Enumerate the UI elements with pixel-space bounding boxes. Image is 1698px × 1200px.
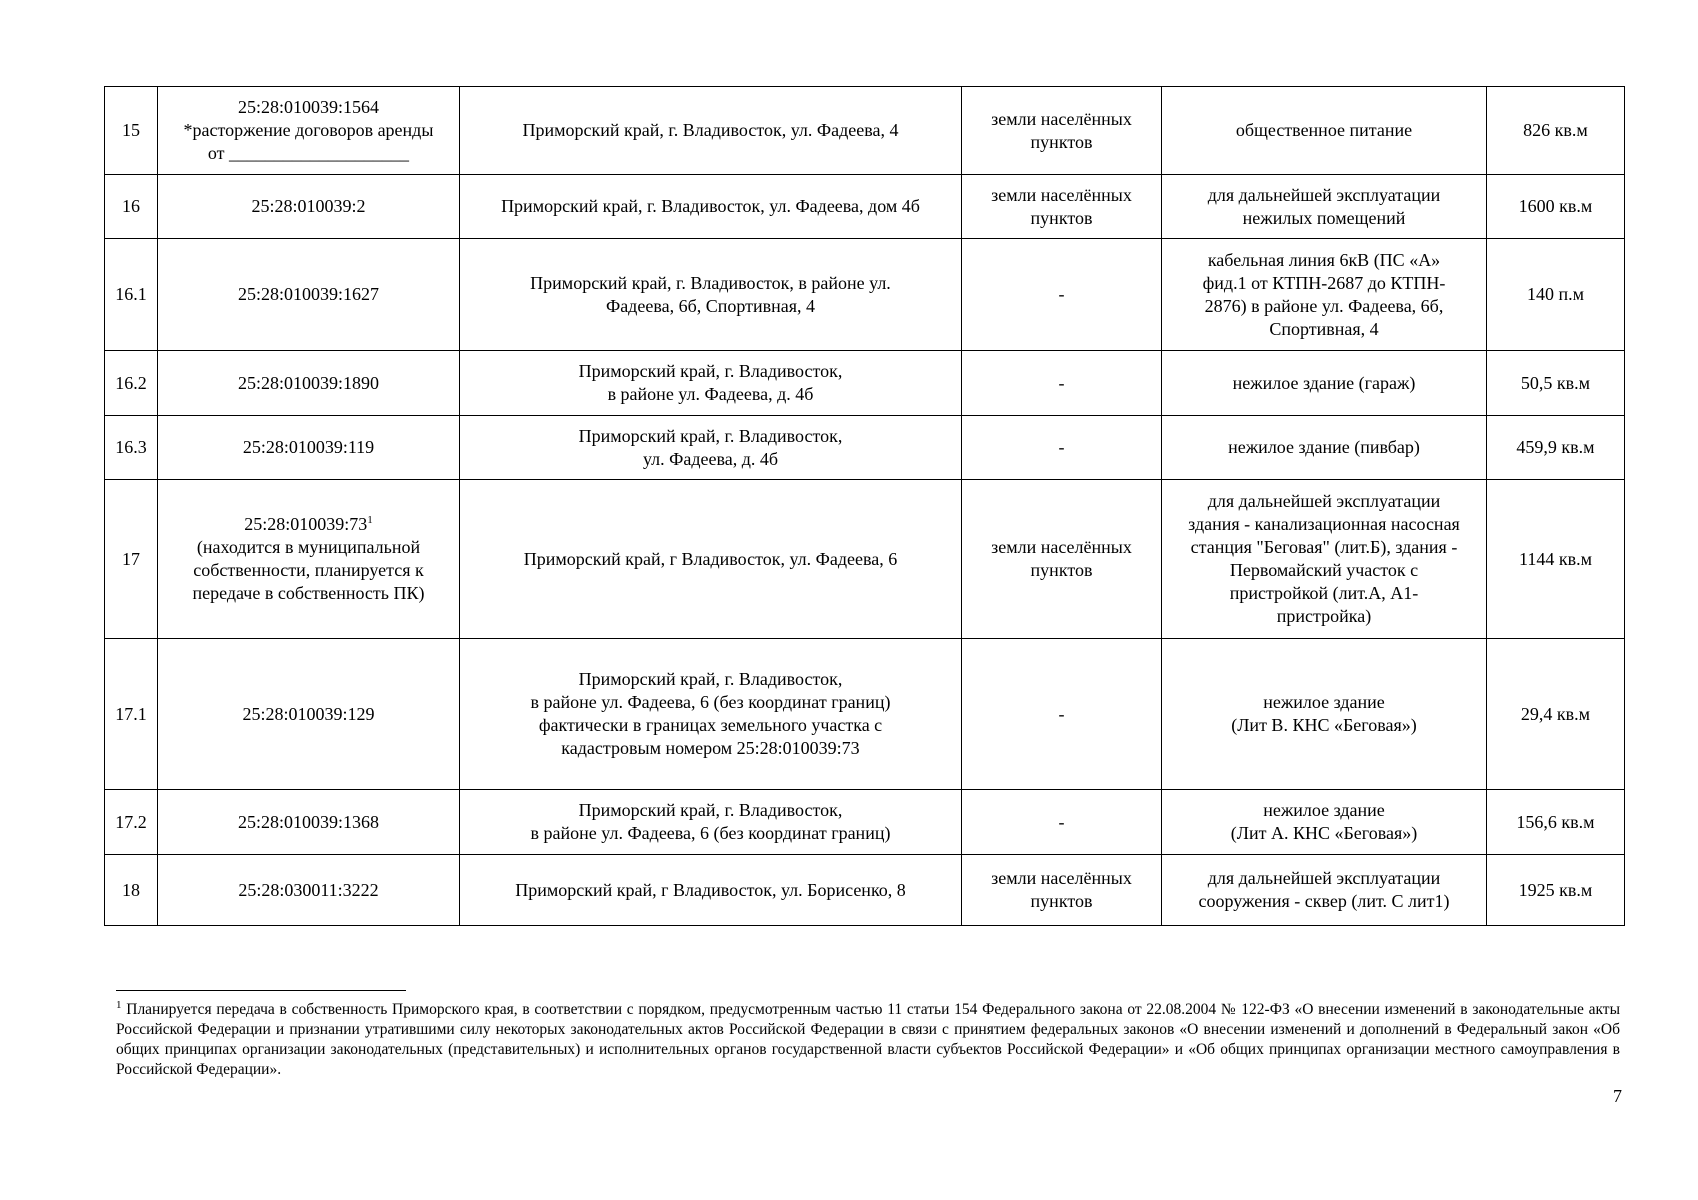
permitted-use-cell — [1162, 175, 1487, 239]
land-category-cell — [962, 175, 1162, 239]
cell-line: (Лит А. КНС «Беговая») — [1230, 823, 1418, 843]
cell-line: Приморский край, г. Владивосток, — [578, 669, 843, 689]
cell-line: земли населённых — [991, 184, 1132, 205]
cell-line: пунктов — [1030, 891, 1093, 911]
row-number: 17.1 — [105, 639, 158, 790]
land-category-cell — [962, 416, 1162, 480]
cell-line: общественное питание — [1235, 120, 1413, 140]
row-number: 17 — [105, 480, 158, 639]
footnote-reference: 1 — [367, 514, 373, 526]
cadastral-number-cell — [158, 480, 460, 639]
permitted-use-cell — [1162, 87, 1487, 175]
table-row — [105, 790, 1625, 855]
cell-line: - — [1058, 703, 1065, 724]
cell-line: в районе ул. Фадеева, 6 (без координат границ) — [530, 692, 891, 712]
land-category-cell — [962, 790, 1162, 855]
cell-line: Фадеева, 6б, Спортивная, 4 — [605, 295, 816, 316]
cell-line: для дальнейшей эксплуатации — [1207, 868, 1441, 888]
cell-line: Спортивная, 4 — [1269, 318, 1379, 339]
address-cell — [460, 855, 962, 926]
cadastral-number-cell — [158, 351, 460, 416]
area-cell: 29,4 кв.м — [1487, 639, 1625, 790]
cadastral-number-cell — [158, 639, 460, 790]
row-number: 15 — [105, 87, 158, 175]
address-cell — [460, 480, 962, 639]
cadastral-number-cell — [158, 175, 460, 239]
cell-line: пунктов — [1030, 207, 1093, 228]
cadastral-number: 25:28:010039:73 — [244, 514, 368, 534]
cell-line: нежилое здание (гараж) — [1232, 372, 1416, 393]
cell-line: - — [1058, 437, 1065, 457]
cell-line: (находится в муниципальной — [196, 537, 421, 557]
land-plots-table — [104, 86, 1625, 926]
cell-line: Приморский край, г. Владивосток, ул. Фадеева, 4 — [522, 120, 899, 140]
permitted-use-cell — [1162, 239, 1487, 351]
cell-line: 2876) в районе ул. Фадеева, 6б, — [1204, 295, 1444, 316]
table-row — [105, 87, 1625, 175]
cell-line: кадастровым номером 25:28:010039:73 — [561, 738, 860, 758]
cell-line: пунктов — [1030, 131, 1093, 152]
page-number: 7 — [1613, 1086, 1622, 1106]
row-number: 16 — [105, 175, 158, 239]
address-cell — [460, 790, 962, 855]
address-cell — [460, 416, 962, 480]
table-row — [105, 480, 1625, 639]
cadastral-number-cell — [158, 87, 460, 175]
area-cell: 50,5 кв.м — [1487, 351, 1625, 416]
area-cell: 1600 кв.м — [1487, 175, 1625, 239]
table-row — [105, 239, 1625, 351]
cell-line: передаче в собственность ПК) — [192, 583, 425, 603]
cell-line: 25:28:010039:1627 — [237, 284, 379, 304]
row-number: 16.2 — [105, 351, 158, 416]
address-cell — [460, 87, 962, 175]
row-number: 18 — [105, 855, 158, 926]
table-row — [105, 855, 1625, 926]
cell-line: здания - канализационная насосная — [1188, 514, 1460, 534]
cadastral-number-cell — [158, 416, 460, 480]
cell-line: земли населённых — [991, 108, 1132, 129]
row-number: 17.2 — [105, 790, 158, 855]
table-row — [105, 175, 1625, 239]
cell-line: Приморский край, г. Владивосток, ул. Фадеева, дом 4б — [501, 196, 920, 216]
cell-line: 25:28:010039:2 — [251, 196, 366, 216]
cell-line: нежилое здание (пивбар) — [1228, 437, 1420, 457]
land-category-cell — [962, 639, 1162, 790]
area-cell: 826 кв.м — [1487, 87, 1625, 175]
cell-line: - — [1058, 372, 1065, 393]
cell-line: сооружения - сквер (лит. С лит1) — [1198, 891, 1450, 911]
address-cell — [460, 175, 962, 239]
cell-line: станция "Беговая" (лит.Б), здания - — [1190, 537, 1458, 557]
cell-line: Приморский край, г. Владивосток, в районе ул. — [530, 272, 891, 293]
cell-line: фид.1 от КТПН-2687 до КТПН- — [1202, 272, 1446, 293]
cell-line: земли населённых — [991, 868, 1132, 888]
address-cell — [460, 351, 962, 416]
cell-line: - — [1058, 284, 1065, 304]
cell-line: нежилое здание — [1263, 692, 1385, 712]
row-number: 16.1 — [105, 239, 158, 351]
cell-line: для дальнейшей эксплуатации — [1207, 184, 1441, 205]
cell-line — [164, 513, 453, 536]
address-cell — [460, 639, 962, 790]
area-cell: 1144 кв.м — [1487, 480, 1625, 639]
area-cell: 156,6 кв.м — [1487, 790, 1625, 855]
cell-line: - — [1058, 811, 1065, 832]
cell-line: земли населённых — [991, 537, 1132, 557]
permitted-use-cell — [1162, 480, 1487, 639]
permitted-use-cell — [1162, 639, 1487, 790]
address-cell — [460, 239, 962, 351]
cell-line: от ____________________ — [207, 143, 410, 163]
cell-line: пунктов — [1030, 560, 1093, 580]
cell-line: Приморский край, г. Владивосток, — [578, 361, 843, 381]
cell-line: для дальнейшей эксплуатации — [1207, 491, 1441, 511]
table-row — [105, 416, 1625, 480]
land-category-cell — [962, 87, 1162, 175]
cadastral-number-cell — [158, 790, 460, 855]
permitted-use-cell — [1162, 351, 1487, 416]
cell-line: 25:28:010039:1564 — [237, 97, 379, 117]
cell-line: 25:28:010039:1368 — [237, 811, 379, 832]
cadastral-number-cell — [158, 855, 460, 926]
cell-line: в районе ул. Фадеева, 6 (без координат границ) — [530, 823, 891, 843]
row-number: 16.3 — [105, 416, 158, 480]
cell-line: 25:28:010039:1890 — [237, 372, 379, 393]
cell-line: 25:28:010039:129 — [242, 703, 375, 724]
land-category-cell — [962, 480, 1162, 639]
area-cell: 140 п.м — [1487, 239, 1625, 351]
permitted-use-cell — [1162, 790, 1487, 855]
permitted-use-cell — [1162, 416, 1487, 480]
cell-line: ул. Фадеева, д. 4б — [642, 448, 779, 469]
cell-line: кабельная линия 6кВ (ПС «А» — [1207, 249, 1441, 270]
cell-line: нежилое здание — [1263, 800, 1385, 820]
footnote-separator — [116, 990, 406, 991]
land-category-cell — [962, 855, 1162, 926]
footnote-marker: 1 — [116, 998, 122, 1011]
cell-line: пристройка) — [1276, 606, 1372, 626]
cell-line: в районе ул. Фадеева, д. 4б — [607, 384, 814, 404]
cell-line: 25:28:010039:119 — [242, 437, 375, 457]
cell-line: Приморский край, г Владивосток, ул. Борисенко, 8 — [515, 879, 906, 900]
cell-line: (Лит В. КНС «Беговая») — [1231, 715, 1417, 735]
footnote-text: Планируется передача в собственность Приморского края, в соответствии с порядком, предусмотренным частью 11 статьи 154 Федерального закона от 22.08.2004 № 122-ФЗ «О внесении изменений в законодательные акты Российской Федерации и признании утратившими силу некоторых законодательных актов Российской Федерации в связи с принятием федеральных законов «О внесении изменений и дополнений в Федеральный закон «Об общих принципах организации законодательных (представительных) и исполнительных органов государственной власти субъектов Российской Федерации» и «Об общих принципах организации местного самоуправления в Российской Федерации». — [116, 1001, 1620, 1078]
permitted-use-cell — [1162, 855, 1487, 926]
land-category-cell — [962, 351, 1162, 416]
area-cell: 459,9 кв.м — [1487, 416, 1625, 480]
cell-line: Первомайский участок с — [1229, 560, 1419, 580]
table-row — [105, 639, 1625, 790]
cell-line: 25:28:030011:3222 — [238, 879, 379, 900]
cadastral-number-cell — [158, 239, 460, 351]
cell-line: фактически в границах земельного участка с — [538, 715, 883, 735]
cell-line: Приморский край, г. Владивосток, — [578, 425, 843, 446]
cell-line: собственности, планируется к — [193, 560, 424, 580]
table-row — [105, 351, 1625, 416]
cell-line: *расторжение договоров аренды — [183, 120, 434, 140]
footnote — [116, 1000, 1620, 1080]
cell-line: пристройкой (лит.А, А1- — [1229, 583, 1419, 603]
land-category-cell — [962, 239, 1162, 351]
cell-line: Приморский край, г. Владивосток, — [578, 800, 843, 820]
area-cell: 1925 кв.м — [1487, 855, 1625, 926]
cell-line: Приморский край, г Владивосток, ул. Фадеева, 6 — [523, 548, 898, 569]
cell-line: нежилых помещений — [1242, 207, 1406, 228]
